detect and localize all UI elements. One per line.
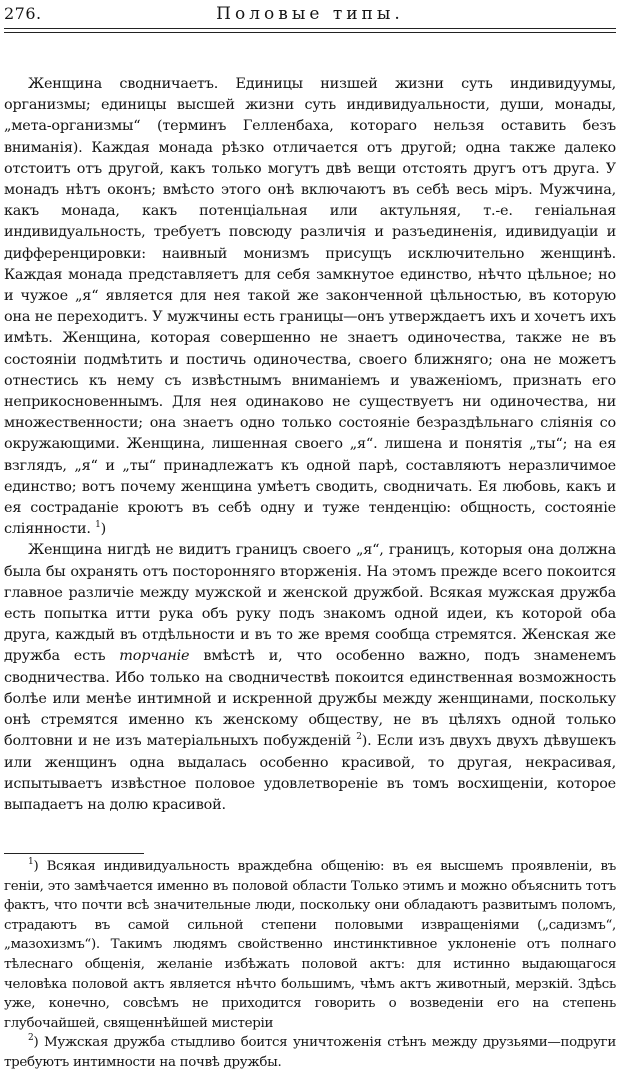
header-rule-double xyxy=(4,32,616,33)
footnote-1-mark: 1 xyxy=(28,857,34,867)
footnote-separator xyxy=(4,853,144,854)
paragraph-2-text-a: Женщина нигдѣ не видитъ границъ своего „я“, границъ, которыя она должна была бы охранять отъ посторонняго вторженія. На этомъ прежде всего покоится главное различіе между мужской и женской дружбой. Всякая мужская дружба есть попытка итти рука объ руку подъ знакомъ одной идеи, къ которой оба друга, каждый въ отдѣльности и въ то же время сообща стремятся. Женская же дружба есть xyxy=(4,542,616,665)
running-title: Половые типы. xyxy=(216,4,404,24)
footnote-2 xyxy=(4,1033,616,1072)
header-rule xyxy=(4,28,616,29)
footnotes xyxy=(4,857,616,1073)
paragraph-2-text-b: вмѣстѣ и, что особенно важно, подъ знаменемъ сводничества. Ибо только на сводничествѣ покоится единственная возможность болѣе или менѣе интимной и искренной дружбы между женщинами, поскольку онѣ стремятся именно къ женскому обществу, не въ цѣляхъ одной только болтовни и не изъ матеріальныхъ побужденій xyxy=(4,648,616,750)
paragraph-1: Женщина сводничаетъ. Единицы низшей жизни суть индивидуумы, организмы; единицы высшей жизни суть индивидуальности, души, монады, „мета-организмы“ (терминъ Гелленбаха, котораго нельзя оставить безъ вниманія). Каждая монада рѣзко отличается отъ другой; одна также далеко отстоитъ отъ другой, какъ только могутъ двѣ вещи отстоять другъ отъ друга. У монадъ нѣтъ оконъ; вмѣсто этого онѣ включаютъ въ себѣ весь міръ. Мужчина, какъ монада, какъ потенціальная или актульняя, т.-е. геніальная индивидуальность, требуетъ повсюду различія и разъединенія, идивидуаціи и дифференцировки: наивный монизмъ присущъ исключительно женщинѣ. Каждая монада представляетъ для себя замкнутое единство, нѣчто цѣльное; но и чужое „я“ является для нея такой же законченной цѣльностью, въ которую она не переходитъ. У мужчины есть границы—онъ утверждаетъ ихъ и хочетъ ихъ имѣть. Женщина, которая совершенно не знаетъ одиночества, также не въ состояніи подмѣтить и постичь одиночества, своего ближняго; она не можетъ отнестись къ нему съ извѣстнымъ вниманіемъ и уваженіомъ, признать его неприкосновеннымъ. Для нея одинаково не существуетъ ни одиночества, ни множественности; она знаетъ одно только состояніе безраздѣльнаго слiянія со окружающими. Женщина, лишенная своего „я“. лишена и понятія „ты“; на ея взглядъ, „я“ и „ты“ принадлежатъ къ одной парѣ, составляютъ неразличимое единство; вотъ почему женщина умѣетъ сводить, сводничать. Ея любовь, какъ и ея состраданіе кроютъ въ себѣ одну и туже тенденцію: общность, состояніе слiянности. $^1$) xyxy=(4,76,616,538)
main-text xyxy=(4,74,616,816)
footnote-ref-2[interactable]: 2 xyxy=(356,732,362,743)
footnote-ref-1[interactable]: 1 xyxy=(95,520,101,531)
page-header xyxy=(4,0,616,26)
footnote-1-text: ) Всякая индивидуальность враждебна общенію: въ ея высшемъ проявленіи, въ геніи, это замѣчается именно въ половой области Только этимъ и можно объяснить тотъ фактъ, что почти всѣ значительные люди, поскольку они обладаютъ развитымъ поломъ, страдаютъ въ самой сильной степени половыми извращеніями („садизмъ“, „мазохизмъ“). Такимъ людямъ свойственно инстинктивное уклоненіе отъ полнаго тѣлеснаго общенія, желаніе избѣжать половой актъ: для истинно выдающагося человѣка половой актъ является нѣчто большимъ, чѣмъ актъ животный, мерзкій. Здѣсь уже, конечно, совсѣмъ не приходится говорить о возведеніи его на степень глубочайшей, священнѣйшей мистеріи xyxy=(4,859,616,1031)
paragraph-2-text-c: ). Если изъ двухъ двухъ дѣвушекъ или женщинъ одна выдалась особенно красивой, то другая, некрасивая, испытываетъ извѣстное половое удовлетвореніе въ томъ восхищеніи, которое выпадаетъ на долю красивой. xyxy=(4,733,616,813)
footnote-1 xyxy=(4,857,616,1033)
italic-word: торчаніе xyxy=(119,648,190,665)
paragraph-2 xyxy=(4,540,616,816)
paragraph-1-text: Женщина сводничаетъ. Единицы низшей жизни суть индивидуумы, организмы; единицы высшей жизни суть индивидуальности, души, монады, „мета-организмы“ (терминъ Гелленбаха, котораго нельзя оставить безъ вниманія). Каждая монада рѣзко отличается отъ другой; одна также далеко отстоитъ отъ другой, какъ только могутъ двѣ вещи отстоять другъ отъ друга. У монадъ нѣтъ оконъ; вмѣсто этого онѣ включаютъ въ себѣ весь міръ. Мужчина, какъ монада, какъ потенціальная или актульняя, т.-е. геніальная индивидуальность, требуетъ повсюду различія и разъединенія, идивидуаціи и дифференцировки: наивный монизмъ присущъ исключительно женщинѣ. Каждая монада представляетъ для себя замкнутое единство, нѣчто цѣльное; но и чужое „я“ является для нея такой же законченной цѣльностью, въ которую она не переходитъ. У мужчины есть границы—онъ утверждаетъ ихъ и хочетъ ихъ имѣть. Женщина, которая совершенно не знаетъ одиночества, также не въ состояніи подмѣтить и постичь одиночества, своего ближняго; она не можетъ отнестись къ нему съ извѣстнымъ вниманіемъ и уваженіомъ, признать его неприкосновеннымъ. Для нея одинаково не существуетъ ни одиночества, ни множественности; она знаетъ одно только состояніе безраздѣльнаго слiянія со окружающими. Женщина, лишенная своего „я“. лишена и понятія „ты“; на ея взглядъ, „я“ и „ты“ принадлежатъ къ одной парѣ, составляютъ неразличимое единство; вотъ почему женщина умѣетъ сводить, сводничать. Ея любовь, какъ и ея состраданіе кроютъ въ себѣ одну и туже тенденцію: общность, состояніе слiянности. xyxy=(4,76,616,538)
page-number: 276. xyxy=(4,4,42,23)
footnote-2-text: ) Мужская дружба стыдливо боится уничтоженія стѣнъ между друзьями—подруги требуютъ интимности на почвѣ дружбы. xyxy=(4,1035,616,1070)
footnote-2-mark: 2 xyxy=(28,1033,34,1044)
